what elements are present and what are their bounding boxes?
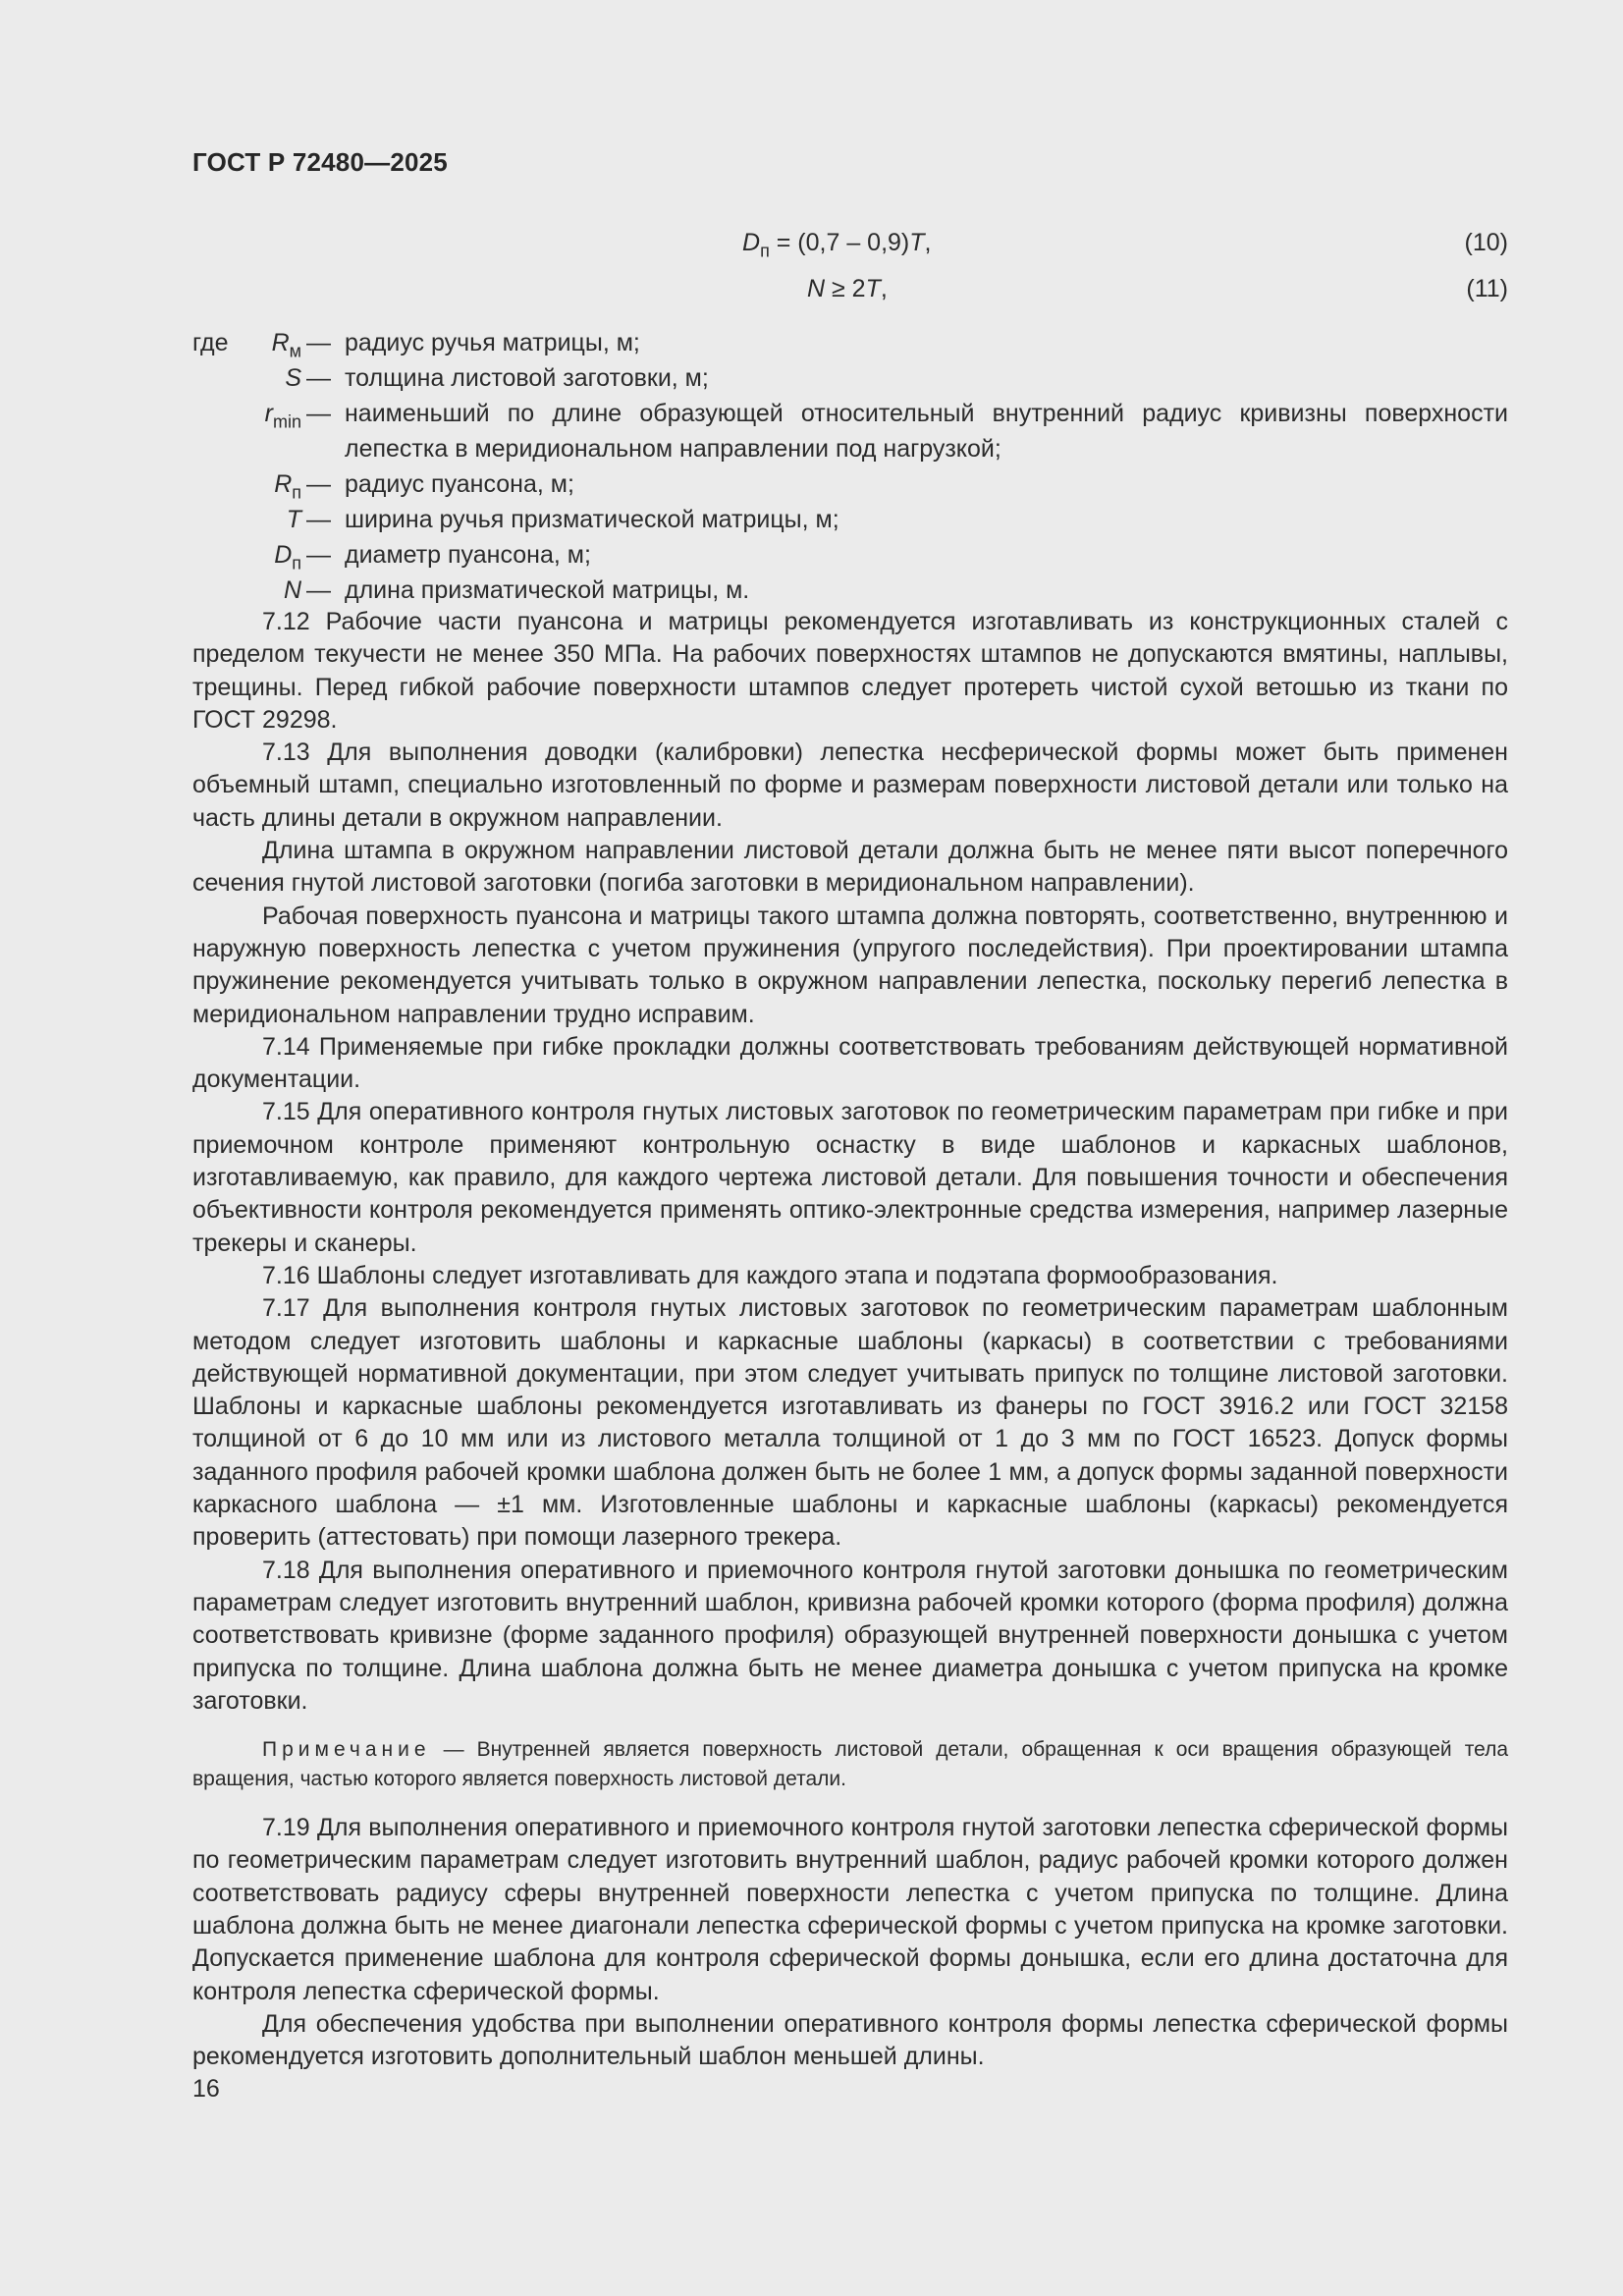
definition-symbol: S bbox=[285, 364, 301, 392]
definition-symbol: $R_м$ bbox=[271, 329, 301, 361]
paragraph-7-19-extra: Для обеспечения удобства при выполнении оперативного контроля формы лепестка сферической формы рекомендуется изготовить дополнительный шаблон меньшей длины. bbox=[192, 2009, 1508, 2071]
definition-row bbox=[192, 325, 1508, 360]
paragraph-7-19: 7.19 Для выполнения оперативного и приемочного контроля гнутой заготовки лепестка сферической формы по геометрическим параметрам следует изготовить внутренний шаблон, радиус рабочей кромки которого должен соответствовать радиусу сферы внутренней поверхности лепестка с учетом припуска по толщине. Длина шаблона должна быть не менее диагонали лепестка сферической формы с учетом припуска на кромке заготовки. Допускается применение шаблона для контроля сферической формы донышка, если его длина достаточна для контроля лепестка сферической формы. bbox=[192, 1814, 1508, 2005]
definition-symbol: T bbox=[286, 506, 301, 533]
paragraph-7-18: 7.18 Для выполнения оперативного и приемочного контроля гнутой заготовки донышка по геометрическим параметрам следует изготовить внутренний шаблон, кривизна рабочей кромки которого (форма профиля) должна соответствовать кривизне (форме заданного профиля) образующей внутренней поверхности донышка с учетом припуска по толщине. Длина шаблона должна быть не менее диаметра донышка с учетом припуска на кромке заготовки. bbox=[192, 1556, 1508, 1715]
note bbox=[192, 1735, 1508, 1794]
definition-text: ширина ручья призматической матрицы, м; bbox=[345, 506, 839, 533]
definition-dash: — bbox=[306, 364, 331, 392]
formula-10-lhs-subscript: п bbox=[760, 241, 770, 261]
definition-row bbox=[192, 466, 1508, 502]
definition-dash: — bbox=[306, 400, 331, 427]
formula-11 bbox=[192, 274, 1508, 303]
definition-text: радиус пуансона, м; bbox=[345, 470, 574, 498]
where-label: где bbox=[192, 329, 229, 356]
variable-definitions bbox=[192, 325, 1508, 608]
definition-text: радиус ручья матрицы, м; bbox=[345, 329, 640, 356]
formula-10 bbox=[192, 228, 1508, 261]
definition-symbol: $D_п$ bbox=[274, 541, 301, 574]
definition-text: длина призматической матрицы, м. bbox=[345, 576, 750, 604]
definition-symbol: $r_{min}$ bbox=[264, 400, 301, 432]
definition-row bbox=[192, 573, 1508, 608]
paragraph-7-13-length: Длина штампа в окружном направлении листовой детали должна быть не менее пяти высот поперечного сечения гнутой листовой заготовки (погиба заготовки в меридиональном направлении). bbox=[192, 837, 1508, 898]
formula-11-rhs-var: T bbox=[865, 275, 881, 302]
definition-dash: — bbox=[306, 470, 331, 498]
paragraph-7-15: 7.15 Для оперативного контроля гнутых листовых заготовок по геометрическим параметрам при гибке и при приемочном контроле применяют контрольную оснастку в виде шаблонов и каркасных шаблонов, изготавливаемую, как правило, для каждого чертежа листовой детали. Для повышения точности и обеспечения объективности контроля рекомендуется применять оптико-электронные средства измерения, например лазерные трекеры и сканеры. bbox=[192, 1098, 1508, 1257]
definition-text: диаметр пуансона, м; bbox=[345, 541, 591, 569]
formula-10-expression bbox=[742, 228, 932, 261]
paragraph-7-12: 7.12 Рабочие части пуансона и матрицы рекомендуется изготавливать из конструкционных сталей с пределом текучести не менее 350 МПа. На рабочих поверхностях штампов не допускаются вмятины, наплывы, трещины. Перед гибкой рабочие поверхности штампов следует протереть чистой сухой ветошью из ткани по ГОСТ 29298. bbox=[192, 608, 1508, 734]
paragraph-7-14: 7.14 Применяемые при гибке прокладки должны соответствовать требованиям действующей нормативной документации. bbox=[192, 1032, 1508, 1094]
formula-11-number: (11) bbox=[1466, 275, 1508, 302]
formula-11-expression bbox=[807, 274, 888, 303]
document-header: ГОСТ Р 72480—2025 bbox=[192, 147, 448, 177]
definition-dash: — bbox=[306, 541, 331, 569]
definition-dash: — bbox=[306, 576, 331, 604]
formula-11-rhs: ≥ 2 bbox=[825, 275, 866, 302]
note-label: Примечание bbox=[262, 1738, 431, 1762]
definition-row bbox=[192, 502, 1508, 537]
body-text bbox=[192, 606, 1508, 2073]
formula-11-punct: , bbox=[880, 275, 888, 302]
definition-symbol: N bbox=[283, 576, 301, 604]
definition-dash: — bbox=[306, 506, 331, 533]
definition-row bbox=[192, 537, 1508, 573]
paragraph-7-13-surface: Рабочая поверхность пуансона и матрицы такого штампа должна повторять, соответственно, внутреннюю и наружную поверхность лепестка с учетом пружинения (упругого последействия). При проектировании штампа пружинение рекомендуется учитывать только в окружном направлении лепестка, поскольку перегиб лепестка в меридиональном направлении трудно исправим. bbox=[192, 902, 1508, 1028]
definition-row bbox=[192, 396, 1508, 466]
note-text: — Внутренней является поверхность листовой детали, обращенная к оси вращения образующей тела вращения, частью которого является поверхность листовой детали. bbox=[192, 1738, 1508, 1791]
definition-text: наименьший по длине образующей относительный внутренний радиус кривизны поверхности лепестка в меридиональном направлении под нагрузкой; bbox=[345, 400, 1508, 463]
definition-text: толщина листовой заготовки, м; bbox=[345, 364, 709, 392]
paragraph-7-17: 7.17 Для выполнения контроля гнутых листовых заготовок по геометрическим параметрам шаблонным методом следует изготовить шаблоны и каркасные шаблоны (каркасы) в соответствии с требованиями действующей нормативной документации, при этом следует учитывать припуск по толщине листовой заготовки. Шаблоны и каркасные шаблоны рекомендуется изготавливать из фанеры по ГОСТ 3916.2 или ГОСТ 32158 толщиной от 6 до 10 мм или из листового металла толщиной от 1 до 3 мм по ГОСТ 16523. Допуск формы заданного профиля рабочей кромки шаблона должен быть не более 1 мм, а допуск формы заданной поверхности каркасного шаблона — ±1 мм. Изготовленные шаблоны и каркасные шаблоны (каркасы) рекомендуется проверить (аттестовать) при помощи лазерного трекера. bbox=[192, 1294, 1508, 1552]
formula-10-rhs: = (0,7 – 0,9) bbox=[769, 229, 910, 256]
formula-10-number: (10) bbox=[1464, 229, 1508, 256]
formula-11-lhs-symbol: N bbox=[807, 275, 826, 302]
paragraph-7-16: 7.16 Шаблоны следует изготавливать для каждого этапа и подэтапа формообразования. bbox=[262, 1261, 1278, 1289]
definition-row bbox=[192, 360, 1508, 396]
formula-10-rhs-var: T bbox=[909, 229, 925, 256]
formula-10-lhs-symbol: D bbox=[742, 229, 761, 256]
page-number: 16 bbox=[192, 2075, 220, 2103]
definition-dash: — bbox=[306, 329, 331, 356]
definition-symbol: $R_п$ bbox=[274, 470, 301, 503]
formula-10-punct: , bbox=[924, 229, 932, 256]
paragraph-7-13: 7.13 Для выполнения доводки (калибровки) лепестка несферической формы может быть применен объемный штамп, специально изготовленный по форме и размерам поверхности листовой детали или только на часть длины детали в окружном направлении. bbox=[192, 738, 1508, 832]
